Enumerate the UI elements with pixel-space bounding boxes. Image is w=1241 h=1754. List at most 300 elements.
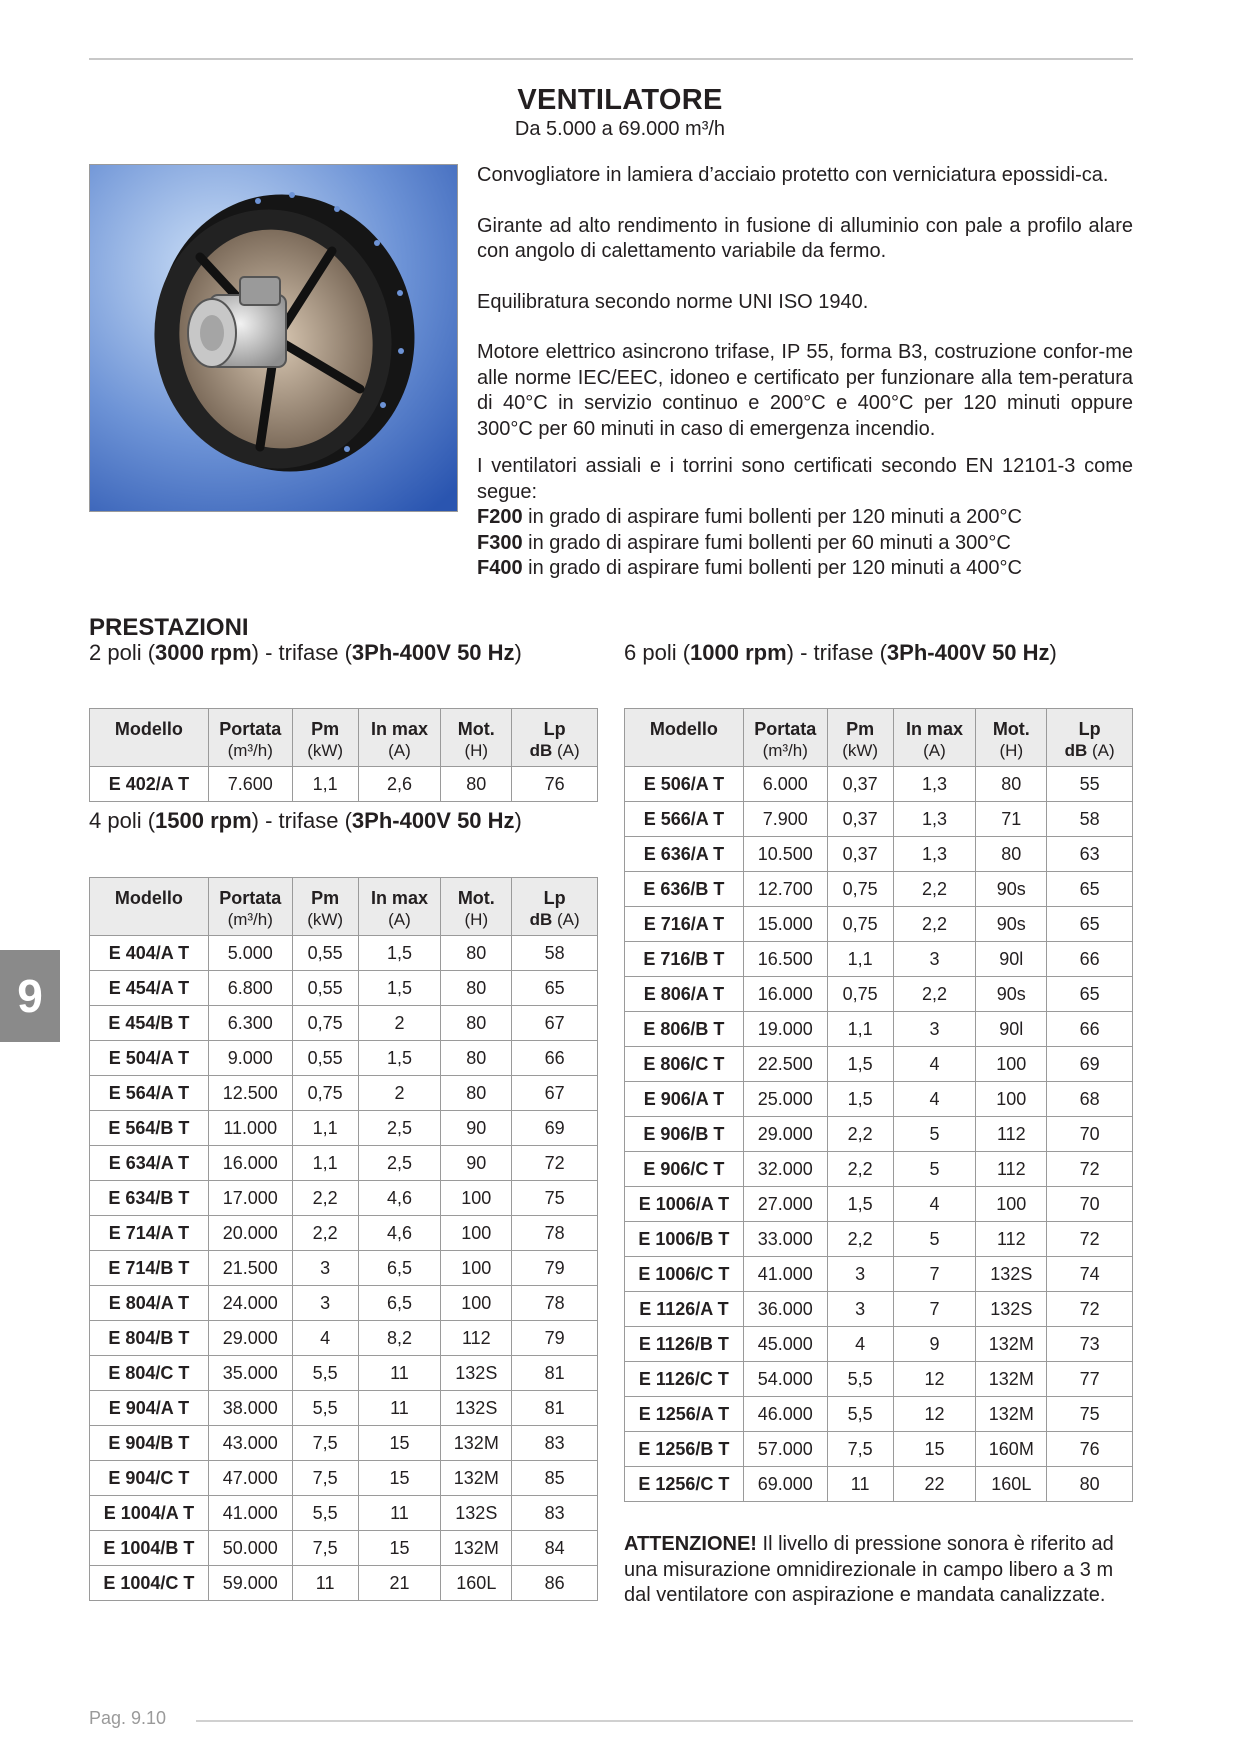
value-cell: 3 xyxy=(827,1257,893,1292)
table-row xyxy=(625,767,1133,802)
performance-table-6-poli xyxy=(624,708,1133,1502)
model-cell: E 804/C T xyxy=(90,1356,209,1391)
value-cell: 65 xyxy=(1047,872,1133,907)
value-cell: 65 xyxy=(512,971,598,1006)
value-cell: 6.300 xyxy=(208,1006,292,1041)
value-cell: 57.000 xyxy=(743,1432,827,1467)
value-cell: 132M xyxy=(976,1362,1047,1397)
value-cell: 66 xyxy=(512,1041,598,1076)
value-cell: 4 xyxy=(292,1321,358,1356)
table-row xyxy=(625,837,1133,872)
value-cell: 68 xyxy=(1047,1082,1133,1117)
value-cell: 15 xyxy=(358,1426,441,1461)
table-row xyxy=(625,1117,1133,1152)
value-cell: 75 xyxy=(512,1181,598,1216)
value-cell: 4 xyxy=(827,1327,893,1362)
model-cell: E 1256/A T xyxy=(625,1397,744,1432)
value-cell: 2,2 xyxy=(827,1117,893,1152)
value-cell: 22.500 xyxy=(743,1047,827,1082)
description-paragraph: Girante ad alto rendimento in fusione di alluminio con pale a profilo alare con angolo di calettamento variabile da fermo. xyxy=(477,214,1133,262)
value-cell: 1,1 xyxy=(292,1146,358,1181)
value-cell: 73 xyxy=(1047,1327,1133,1362)
value-cell: 80 xyxy=(976,837,1047,872)
value-cell: 75 xyxy=(1047,1397,1133,1432)
value-cell: 80 xyxy=(441,971,512,1006)
heading-text: ) xyxy=(514,808,522,833)
value-cell: 11 xyxy=(292,1566,358,1601)
product-description xyxy=(477,163,1133,582)
value-cell: 100 xyxy=(441,1286,512,1321)
value-cell: 69 xyxy=(1047,1047,1133,1082)
value-cell: 45.000 xyxy=(743,1327,827,1362)
value-cell: 76 xyxy=(1047,1432,1133,1467)
value-cell: 5 xyxy=(893,1222,976,1257)
table-row xyxy=(90,1216,598,1251)
value-cell: 1,3 xyxy=(893,767,976,802)
value-cell: 24.000 xyxy=(208,1286,292,1321)
value-cell: 33.000 xyxy=(743,1222,827,1257)
value-cell: 77 xyxy=(1047,1362,1133,1397)
value-cell: 11 xyxy=(827,1467,893,1502)
value-cell: 4,6 xyxy=(358,1216,441,1251)
value-cell: 78 xyxy=(512,1286,598,1321)
value-cell: 41.000 xyxy=(208,1496,292,1531)
heading-rpm: 1500 rpm xyxy=(155,808,252,833)
value-cell: 16.500 xyxy=(743,942,827,977)
value-cell: 100 xyxy=(976,1082,1047,1117)
value-cell: 100 xyxy=(976,1187,1047,1222)
value-cell: 12.700 xyxy=(743,872,827,907)
value-cell: 80 xyxy=(441,1076,512,1111)
value-cell: 38.000 xyxy=(208,1391,292,1426)
value-cell: 55 xyxy=(1047,767,1133,802)
heading-text: ) - trifase ( xyxy=(251,808,352,833)
value-cell: 7,5 xyxy=(292,1461,358,1496)
table-row xyxy=(625,1152,1133,1187)
heading-rpm: 1000 rpm xyxy=(690,640,787,665)
model-cell: E 806/B T xyxy=(625,1012,744,1047)
model-cell: E 636/A T xyxy=(625,837,744,872)
table-row xyxy=(625,907,1133,942)
model-cell: E 716/B T xyxy=(625,942,744,977)
value-cell: 66 xyxy=(1047,942,1133,977)
value-cell: 83 xyxy=(512,1496,598,1531)
table-row xyxy=(90,1286,598,1321)
value-cell: 132M xyxy=(441,1426,512,1461)
table-heading-2-poli xyxy=(89,640,522,666)
model-cell: E 1126/A T xyxy=(625,1292,744,1327)
table-row xyxy=(90,1391,598,1426)
value-cell: 5,5 xyxy=(292,1356,358,1391)
value-cell: 132M xyxy=(976,1397,1047,1432)
value-cell: 0,37 xyxy=(827,802,893,837)
table-heading-4-poli xyxy=(89,808,522,834)
value-cell: 132M xyxy=(441,1461,512,1496)
value-cell: 43.000 xyxy=(208,1426,292,1461)
value-cell: 132M xyxy=(976,1327,1047,1362)
heading-power: 3Ph-400V 50 Hz xyxy=(886,640,1050,665)
value-cell: 90 xyxy=(441,1111,512,1146)
value-cell: 58 xyxy=(1047,802,1133,837)
value-cell: 0,55 xyxy=(292,971,358,1006)
value-cell: 16.000 xyxy=(208,1146,292,1181)
value-cell: 160M xyxy=(976,1432,1047,1467)
table-row xyxy=(625,802,1133,837)
fan-photo xyxy=(89,164,458,512)
value-cell: 35.000 xyxy=(208,1356,292,1391)
model-cell: E 404/A T xyxy=(90,936,209,971)
value-cell: 1,5 xyxy=(827,1082,893,1117)
value-cell: 132M xyxy=(441,1531,512,1566)
table-row xyxy=(625,1082,1133,1117)
model-cell: E 806/A T xyxy=(625,977,744,1012)
table-row xyxy=(90,1041,598,1076)
table-row xyxy=(90,1426,598,1461)
value-cell: 80 xyxy=(976,767,1047,802)
value-cell: 79 xyxy=(512,1251,598,1286)
value-cell: 8,2 xyxy=(358,1321,441,1356)
value-cell: 22 xyxy=(893,1467,976,1502)
value-cell: 1,1 xyxy=(827,942,893,977)
model-cell: E 906/C T xyxy=(625,1152,744,1187)
value-cell: 47.000 xyxy=(208,1461,292,1496)
certification-text: in grado di aspirare fumi bollenti per 60 minuti a 300°C xyxy=(522,531,1011,554)
attention-text: Il livello di pressione sonora è riferito ad una misurazione omnidirezionale in campo libero a 3 m dal ventilatore con aspirazione e mandata canalizzate. xyxy=(624,1533,1114,1606)
value-cell: 80 xyxy=(441,1006,512,1041)
value-cell: 0,75 xyxy=(292,1006,358,1041)
value-cell: 112 xyxy=(976,1152,1047,1187)
heading-text: ) xyxy=(514,640,522,665)
heading-power: 3Ph-400V 50 Hz xyxy=(351,640,515,665)
value-cell: 9 xyxy=(893,1327,976,1362)
table-row xyxy=(90,1566,598,1601)
heading-text: ) xyxy=(1049,640,1057,665)
description-paragraph: Motore elettrico asincrono trifase, IP 55, forma B3, costruzione confor-me alle norme IEC/EEC, idoneo e certificato per funzionare alla tem-peratura di 40°C in servizio continuo e 200°C e 400°C per 120 minuti oppure 300°C per 60 minuti in caso di emergenza incendio. xyxy=(477,341,1133,440)
heading-power: 3Ph-400V 50 Hz xyxy=(351,808,515,833)
value-cell: 5 xyxy=(893,1152,976,1187)
value-cell: 69 xyxy=(512,1111,598,1146)
value-cell: 9.000 xyxy=(208,1041,292,1076)
table-row xyxy=(90,1356,598,1391)
certification-text: in grado di aspirare fumi bollenti per 120 minuti a 400°C xyxy=(522,557,1022,579)
heading-rpm: 3000 rpm xyxy=(155,640,252,665)
col-modello: Modello xyxy=(90,709,209,767)
value-cell: 1,5 xyxy=(358,971,441,1006)
value-cell: 2,2 xyxy=(893,977,976,1012)
page-number: Pag. 9.10 xyxy=(89,1708,167,1728)
model-cell: E 716/A T xyxy=(625,907,744,942)
col-mot: Mot. (H) xyxy=(976,709,1047,767)
performance-table-2-poli xyxy=(89,708,598,802)
value-cell: 6.000 xyxy=(743,767,827,802)
col-mot: Mot. (H) xyxy=(441,878,512,936)
value-cell: 0,75 xyxy=(827,977,893,1012)
table-header-row xyxy=(625,709,1133,767)
value-cell: 12.500 xyxy=(208,1076,292,1111)
value-cell: 65 xyxy=(1047,977,1133,1012)
model-cell: E 804/B T xyxy=(90,1321,209,1356)
value-cell: 70 xyxy=(1047,1187,1133,1222)
value-cell: 69.000 xyxy=(743,1467,827,1502)
value-cell: 65 xyxy=(1047,907,1133,942)
value-cell: 112 xyxy=(976,1222,1047,1257)
model-cell: E 804/A T xyxy=(90,1286,209,1321)
value-cell: 5,5 xyxy=(827,1397,893,1432)
value-cell: 3 xyxy=(893,942,976,977)
table-row xyxy=(625,872,1133,907)
table-row xyxy=(625,942,1133,977)
value-cell: 6,5 xyxy=(358,1286,441,1321)
value-cell: 2 xyxy=(358,1076,441,1111)
value-cell: 10.500 xyxy=(743,837,827,872)
value-cell: 16.000 xyxy=(743,977,827,1012)
certification-line xyxy=(477,531,1133,557)
table-heading-6-poli xyxy=(624,640,1057,666)
page-subtitle: Da 5.000 a 69.000 m³/h xyxy=(514,118,726,140)
attention-label: ATTENZIONE! xyxy=(624,1533,757,1555)
value-cell: 72 xyxy=(1047,1292,1133,1327)
table-row xyxy=(90,1251,598,1286)
value-cell: 19.000 xyxy=(743,1012,827,1047)
model-cell: E 564/B T xyxy=(90,1111,209,1146)
table-row xyxy=(625,1362,1133,1397)
col-modello: Modello xyxy=(625,709,744,767)
value-cell: 15 xyxy=(358,1531,441,1566)
model-cell: E 1256/B T xyxy=(625,1432,744,1467)
value-cell: 1,3 xyxy=(893,802,976,837)
axial-fan-photo-icon xyxy=(90,165,458,512)
value-cell: 7.900 xyxy=(743,802,827,837)
value-cell: 54.000 xyxy=(743,1362,827,1397)
model-cell: E 566/A T xyxy=(625,802,744,837)
certification-code: F400 xyxy=(477,557,523,579)
col-pm: Pm (kW) xyxy=(827,709,893,767)
value-cell: 12 xyxy=(893,1362,976,1397)
table-row xyxy=(90,1146,598,1181)
value-cell: 25.000 xyxy=(743,1082,827,1117)
value-cell: 3 xyxy=(292,1286,358,1321)
value-cell: 20.000 xyxy=(208,1216,292,1251)
value-cell: 70 xyxy=(1047,1117,1133,1152)
certification-code: F300 xyxy=(477,531,523,554)
value-cell: 5,5 xyxy=(827,1362,893,1397)
table-row xyxy=(90,971,598,1006)
value-cell: 15 xyxy=(358,1461,441,1496)
table-row xyxy=(90,1111,598,1146)
value-cell: 3 xyxy=(827,1292,893,1327)
value-cell: 90l xyxy=(976,1012,1047,1047)
value-cell: 72 xyxy=(512,1146,598,1181)
value-cell: 160L xyxy=(976,1467,1047,1502)
model-cell: E 1126/B T xyxy=(625,1327,744,1362)
model-cell: E 806/C T xyxy=(625,1047,744,1082)
col-inmax: In max (A) xyxy=(893,709,976,767)
table-row xyxy=(90,1531,598,1566)
col-pm: Pm (kW) xyxy=(292,709,358,767)
value-cell: 100 xyxy=(441,1216,512,1251)
model-cell: E 402/A T xyxy=(90,767,209,802)
value-cell: 4 xyxy=(893,1047,976,1082)
value-cell: 132S xyxy=(976,1292,1047,1327)
model-cell: E 906/B T xyxy=(625,1117,744,1152)
model-cell: E 564/A T xyxy=(90,1076,209,1111)
value-cell: 1,5 xyxy=(827,1047,893,1082)
table-row xyxy=(625,1467,1133,1502)
value-cell: 90s xyxy=(976,977,1047,1012)
top-rule xyxy=(89,58,1133,60)
value-cell: 3 xyxy=(292,1251,358,1286)
value-cell: 112 xyxy=(441,1321,512,1356)
model-cell: E 904/C T xyxy=(90,1461,209,1496)
value-cell: 80 xyxy=(1047,1467,1133,1502)
table-row xyxy=(90,1181,598,1216)
value-cell: 7,5 xyxy=(292,1531,358,1566)
value-cell: 0,37 xyxy=(827,837,893,872)
description-paragraph: Convogliatore in lamiera d’acciaio protetto con verniciatura epossidi-ca. xyxy=(477,164,1109,186)
table-row xyxy=(625,1292,1133,1327)
value-cell: 4,6 xyxy=(358,1181,441,1216)
heading-text: 2 poli ( xyxy=(89,640,156,665)
model-cell: E 714/A T xyxy=(90,1216,209,1251)
table-row xyxy=(625,1327,1133,1362)
value-cell: 2,5 xyxy=(358,1146,441,1181)
table-row xyxy=(625,1047,1133,1082)
value-cell: 132S xyxy=(441,1391,512,1426)
model-cell: E 1004/B T xyxy=(90,1531,209,1566)
heading-text: ) - trifase ( xyxy=(786,640,887,665)
value-cell: 2,6 xyxy=(358,767,441,802)
model-cell: E 636/B T xyxy=(625,872,744,907)
table-row xyxy=(625,1187,1133,1222)
value-cell: 132S xyxy=(441,1356,512,1391)
value-cell: 2,2 xyxy=(893,907,976,942)
value-cell: 0,37 xyxy=(827,767,893,802)
value-cell: 21 xyxy=(358,1566,441,1601)
value-cell: 17.000 xyxy=(208,1181,292,1216)
value-cell: 7 xyxy=(893,1257,976,1292)
value-cell: 90 xyxy=(441,1146,512,1181)
value-cell: 112 xyxy=(976,1117,1047,1152)
value-cell: 72 xyxy=(1047,1222,1133,1257)
value-cell: 72 xyxy=(1047,1152,1133,1187)
value-cell: 11 xyxy=(358,1356,441,1391)
value-cell: 11 xyxy=(358,1496,441,1531)
value-cell: 74 xyxy=(1047,1257,1133,1292)
page-title: VENTILATORE xyxy=(517,84,723,116)
value-cell: 66 xyxy=(1047,1012,1133,1047)
model-cell: E 1004/A T xyxy=(90,1496,209,1531)
value-cell: 132S xyxy=(976,1257,1047,1292)
value-cell: 1,1 xyxy=(827,1012,893,1047)
value-cell: 4 xyxy=(893,1187,976,1222)
model-cell: E 906/A T xyxy=(625,1082,744,1117)
value-cell: 0,75 xyxy=(827,872,893,907)
value-cell: 83 xyxy=(512,1426,598,1461)
certification-text: in grado di aspirare fumi bollenti per 120 minuti a 200°C xyxy=(522,506,1022,528)
value-cell: 100 xyxy=(976,1047,1047,1082)
value-cell: 76 xyxy=(512,767,598,802)
value-cell: 132S xyxy=(441,1496,512,1531)
heading-text: ) - trifase ( xyxy=(251,640,352,665)
table-row xyxy=(90,1006,598,1041)
table-row xyxy=(90,1496,598,1531)
model-cell: E 634/B T xyxy=(90,1181,209,1216)
value-cell: 63 xyxy=(1047,837,1133,872)
value-cell: 46.000 xyxy=(743,1397,827,1432)
value-cell: 32.000 xyxy=(743,1152,827,1187)
col-mot: Mot. (H) xyxy=(441,709,512,767)
value-cell: 0,55 xyxy=(292,936,358,971)
value-cell: 12 xyxy=(893,1397,976,1432)
col-lp: Lp dB (A) xyxy=(512,709,598,767)
model-cell: E 1006/C T xyxy=(625,1257,744,1292)
model-cell: E 1004/C T xyxy=(90,1566,209,1601)
value-cell: 90s xyxy=(976,872,1047,907)
value-cell: 21.500 xyxy=(208,1251,292,1286)
value-cell: 5,5 xyxy=(292,1496,358,1531)
value-cell: 81 xyxy=(512,1391,598,1426)
value-cell: 3 xyxy=(893,1012,976,1047)
col-lp: Lp dB (A) xyxy=(512,878,598,936)
attention-note xyxy=(624,1532,1136,1609)
col-inmax: In max (A) xyxy=(358,878,441,936)
value-cell: 67 xyxy=(512,1006,598,1041)
value-cell: 50.000 xyxy=(208,1531,292,1566)
value-cell: 29.000 xyxy=(743,1117,827,1152)
certification-line xyxy=(477,556,1133,582)
value-cell: 6,5 xyxy=(358,1251,441,1286)
col-modello: Modello xyxy=(90,878,209,936)
value-cell: 11 xyxy=(358,1391,441,1426)
performance-table-4-poli xyxy=(89,877,598,1601)
description-paragraph: Equilibratura secondo norme UNI ISO 1940. xyxy=(477,290,869,313)
value-cell: 81 xyxy=(512,1356,598,1391)
heading-text: 6 poli ( xyxy=(624,640,691,665)
value-cell: 29.000 xyxy=(208,1321,292,1356)
col-portata: Portata (m³/h) xyxy=(743,709,827,767)
value-cell: 1,5 xyxy=(827,1187,893,1222)
value-cell: 2 xyxy=(358,1006,441,1041)
value-cell: 67 xyxy=(512,1076,598,1111)
value-cell: 6.800 xyxy=(208,971,292,1006)
value-cell: 7 xyxy=(893,1292,976,1327)
value-cell: 1,5 xyxy=(358,936,441,971)
value-cell: 80 xyxy=(441,767,512,802)
table-header-row xyxy=(90,709,598,767)
table-row xyxy=(625,1257,1133,1292)
value-cell: 80 xyxy=(441,936,512,971)
value-cell: 59.000 xyxy=(208,1566,292,1601)
value-cell: 27.000 xyxy=(743,1187,827,1222)
value-cell: 90l xyxy=(976,942,1047,977)
certification-intro: I ventilatori assiali e i torrini sono certificati secondo EN 12101-3 come segue: xyxy=(477,455,1133,503)
chapter-tab: 9 xyxy=(0,950,60,1042)
value-cell: 2,5 xyxy=(358,1111,441,1146)
model-cell: E 506/A T xyxy=(625,767,744,802)
table-row xyxy=(625,1012,1133,1047)
model-cell: E 1256/C T xyxy=(625,1467,744,1502)
value-cell: 5,5 xyxy=(292,1391,358,1426)
value-cell: 1,1 xyxy=(292,1111,358,1146)
value-cell: 100 xyxy=(441,1251,512,1286)
section-title: PRESTAZIONI xyxy=(89,614,249,641)
table-row xyxy=(90,767,598,802)
table-row xyxy=(625,977,1133,1012)
value-cell: 58 xyxy=(512,936,598,971)
value-cell: 1,5 xyxy=(358,1041,441,1076)
col-pm: Pm (kW) xyxy=(292,878,358,936)
value-cell: 41.000 xyxy=(743,1257,827,1292)
